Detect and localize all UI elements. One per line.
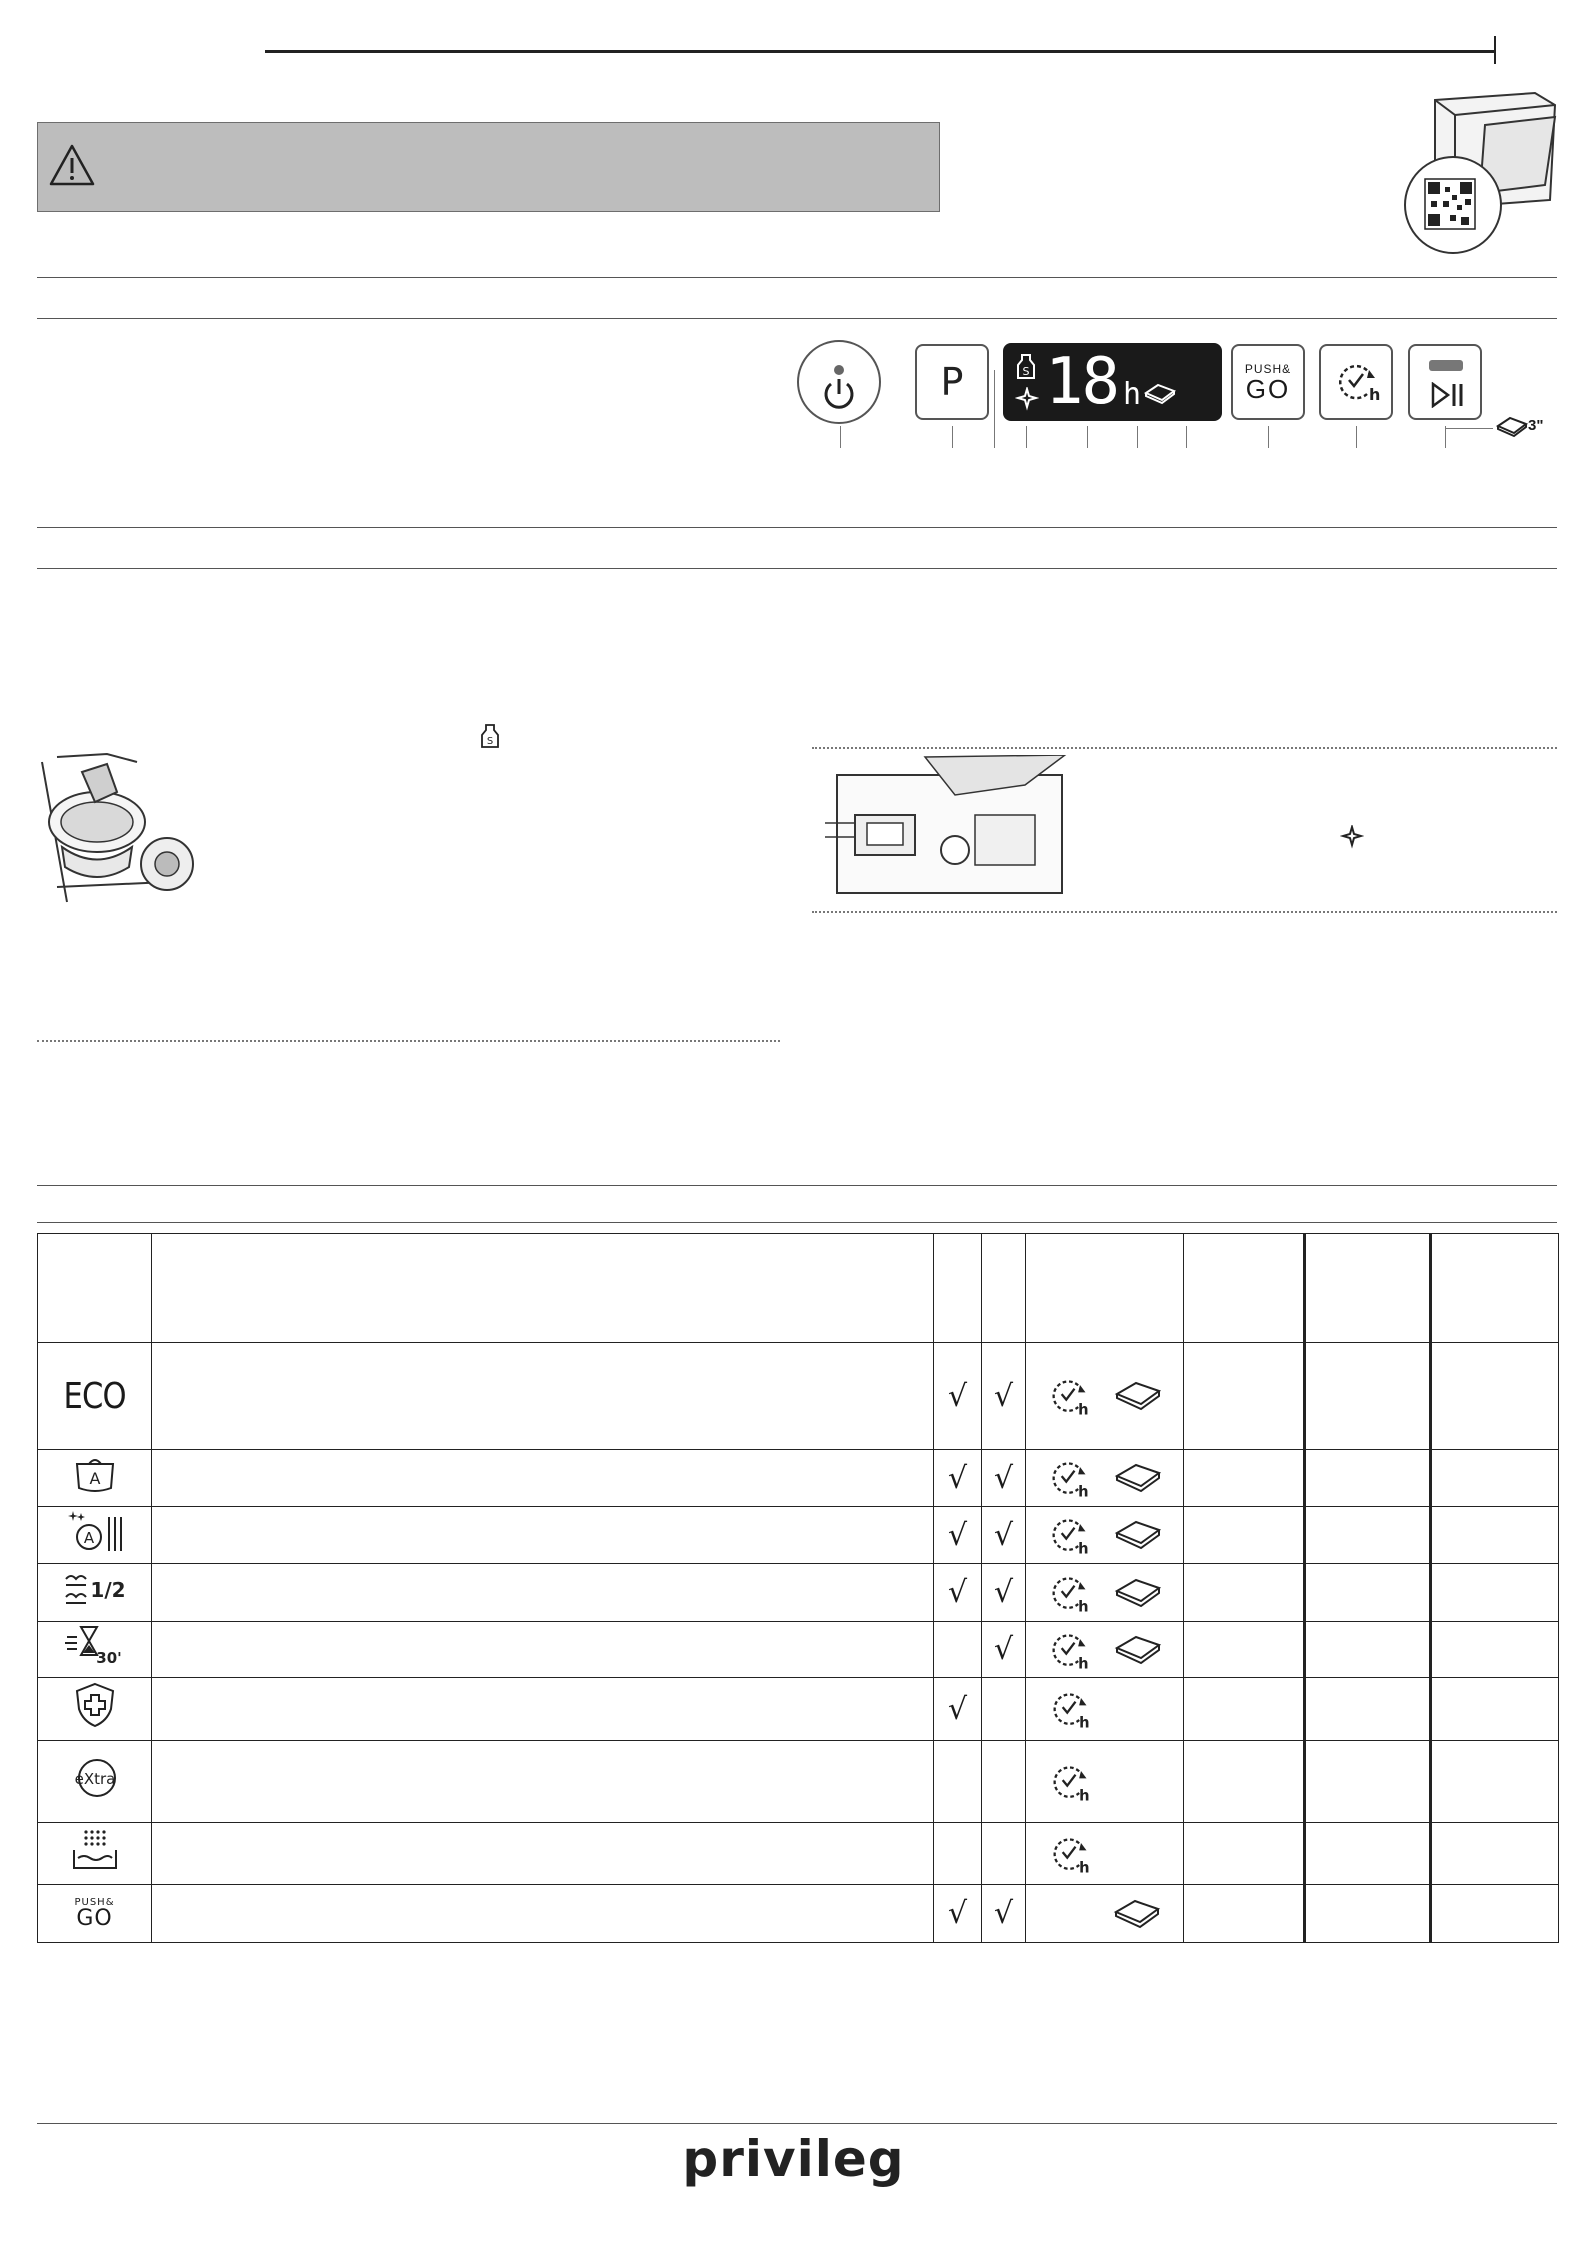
check-cell — [982, 1678, 1026, 1741]
data-cell — [1431, 1450, 1559, 1507]
tablet-callout-line — [1445, 428, 1493, 429]
callout-line-1 — [840, 426, 841, 448]
callout-line-9 — [1356, 426, 1357, 448]
header-cell — [1026, 1234, 1184, 1343]
top-rule-tick — [1494, 36, 1496, 64]
options-cell — [1026, 1885, 1184, 1943]
data-cell — [1431, 1564, 1559, 1622]
check-cell: √ — [934, 1450, 982, 1507]
program-button[interactable] — [915, 344, 989, 420]
section-rule-4 — [37, 568, 1557, 569]
description-cell — [152, 1450, 934, 1507]
data-cell — [1431, 1678, 1559, 1741]
data-cell — [1184, 1622, 1305, 1678]
svg-text:h: h — [1369, 385, 1381, 404]
svg-text:eXtra: eXtra — [74, 1769, 115, 1788]
salt-container-illustration — [37, 752, 202, 912]
check-cell — [934, 1622, 982, 1678]
tablet-icon — [1143, 379, 1177, 407]
callout-line-4 — [1026, 426, 1027, 448]
rinse-aid-dispenser-illustration — [825, 755, 1070, 903]
svg-text:h: h — [1077, 1540, 1089, 1557]
table-row — [38, 1343, 1559, 1450]
program-icon-cell — [38, 1343, 152, 1450]
description-cell — [152, 1823, 934, 1885]
data-cell — [1431, 1622, 1559, 1678]
description-cell — [152, 1678, 934, 1741]
push-go-icon: PUSH& GO — [74, 1896, 115, 1931]
svg-text:h: h — [1077, 1597, 1089, 1615]
eco-icon: ECO — [63, 1375, 126, 1417]
check-cell: √ — [982, 1507, 1026, 1564]
check-cell: √ — [934, 1343, 982, 1450]
table-row — [38, 1564, 1559, 1622]
program-icon-cell — [38, 1823, 152, 1885]
rinse-aid-icon — [1015, 387, 1039, 413]
description-cell — [152, 1507, 934, 1564]
header-cell — [1431, 1234, 1559, 1343]
program-icon-cell — [38, 1741, 152, 1823]
display-digits: 18 — [1045, 345, 1119, 419]
salt-section-divider — [37, 1040, 780, 1042]
program-icon-cell — [38, 1885, 152, 1943]
delay-clock-icon — [1048, 1832, 1092, 1876]
data-cell — [1184, 1343, 1305, 1450]
tablet-icon — [1495, 413, 1529, 439]
options-cell — [1026, 1741, 1184, 1823]
options-cell — [1026, 1450, 1184, 1507]
status-display — [1003, 343, 1222, 421]
svg-text:A: A — [83, 1529, 94, 1547]
data-cell — [1305, 1823, 1431, 1885]
section-rule-1 — [37, 277, 1557, 278]
data-cell — [1305, 1343, 1431, 1450]
options-cell — [1026, 1678, 1184, 1741]
options-cell — [1026, 1343, 1184, 1450]
delay-clock-icon — [1333, 358, 1381, 406]
data-cell — [1184, 1450, 1305, 1507]
data-cell — [1305, 1450, 1431, 1507]
tablet-hold-time: 3" — [1528, 417, 1544, 434]
header-cell — [1305, 1234, 1431, 1343]
data-cell — [1305, 1622, 1431, 1678]
program-button-label: P — [940, 360, 964, 404]
auto-sparkle-cutlery-icon — [65, 1507, 125, 1555]
program-icon-cell — [38, 1622, 152, 1678]
delay-clock-icon — [1047, 1456, 1091, 1500]
check-cell — [934, 1823, 982, 1885]
table-row — [38, 1507, 1559, 1564]
check-cell — [934, 1741, 982, 1823]
svg-text:h: h — [1077, 1401, 1089, 1418]
table-row — [38, 1741, 1559, 1823]
data-cell — [1305, 1507, 1431, 1564]
power-icon — [799, 342, 879, 422]
data-cell — [1305, 1885, 1431, 1943]
table-row — [38, 1823, 1559, 1885]
data-cell — [1431, 1741, 1559, 1823]
delay-clock-icon — [1047, 1628, 1091, 1672]
delay-clock-icon — [1047, 1571, 1091, 1615]
data-cell — [1184, 1564, 1305, 1622]
check-cell: √ — [934, 1507, 982, 1564]
section-rule-2 — [37, 318, 1557, 319]
play-pause-icon — [1430, 382, 1466, 408]
svg-text:h: h — [1079, 1786, 1090, 1804]
rinse-section-bottom-divider — [812, 911, 1557, 913]
tablet-icon — [1114, 1517, 1162, 1553]
data-cell — [1431, 1343, 1559, 1450]
callout-line-10 — [1445, 426, 1446, 448]
data-cell — [1431, 1823, 1559, 1885]
brand-logo: privileg — [682, 2130, 905, 2188]
display-unit: h — [1123, 377, 1142, 412]
check-cell: √ — [982, 1450, 1026, 1507]
options-cell — [1026, 1823, 1184, 1885]
check-cell: √ — [982, 1622, 1026, 1678]
push-go-top-label: PUSH& — [1244, 362, 1292, 376]
program-icon-cell — [38, 1507, 152, 1564]
delay-clock-icon — [1047, 1374, 1091, 1418]
description-cell — [152, 1564, 934, 1622]
dishwasher-qr-illustration — [1395, 75, 1560, 260]
salt-refill-icon — [1015, 351, 1037, 381]
rinse-aid-icon — [1340, 825, 1364, 851]
header-cell — [934, 1234, 982, 1343]
data-cell — [1305, 1741, 1431, 1823]
svg-text:1/2: 1/2 — [89, 1577, 126, 1602]
options-cell — [1026, 1507, 1184, 1564]
top-rule — [265, 50, 1495, 53]
table-row — [38, 1678, 1559, 1741]
header-cell — [982, 1234, 1026, 1343]
data-cell — [1184, 1885, 1305, 1943]
svg-text:h: h — [1079, 1858, 1090, 1876]
tablet-icon — [1114, 1378, 1162, 1414]
programs-table — [37, 1233, 1559, 1943]
description-cell — [152, 1885, 934, 1943]
table-header-row — [38, 1234, 1559, 1343]
svg-text:S: S — [1022, 365, 1030, 378]
auto-pot-icon — [71, 1452, 119, 1496]
description-cell — [152, 1622, 934, 1678]
check-cell: √ — [982, 1564, 1026, 1622]
hygiene-shield-icon — [73, 1681, 117, 1729]
data-cell — [1184, 1678, 1305, 1741]
push-go-bottom-label: GO — [1245, 374, 1291, 404]
table-row — [38, 1450, 1559, 1507]
power-button[interactable] — [797, 340, 881, 424]
delay-clock-icon — [1048, 1760, 1092, 1804]
data-cell — [1184, 1507, 1305, 1564]
callout-line-7 — [1186, 426, 1187, 448]
data-cell — [1184, 1741, 1305, 1823]
callout-line-2 — [952, 426, 953, 448]
table-row — [38, 1622, 1559, 1678]
callout-line-8 — [1268, 426, 1269, 448]
delay-clock-icon — [1048, 1687, 1092, 1731]
data-cell — [1431, 1885, 1559, 1943]
header-cell — [1184, 1234, 1305, 1343]
description-cell — [152, 1741, 934, 1823]
tablet-icon — [1113, 1896, 1161, 1932]
callout-line-6 — [1137, 426, 1138, 448]
warning-banner — [37, 122, 940, 212]
svg-text:A: A — [89, 1469, 100, 1488]
salt-refill-icon — [480, 722, 500, 750]
check-cell: √ — [934, 1564, 982, 1622]
section-rule-5 — [37, 1185, 1557, 1186]
start-pause-button[interactable] — [1408, 344, 1482, 420]
check-cell — [982, 1741, 1026, 1823]
quick-30-icon — [63, 1623, 127, 1669]
warning-icon — [48, 143, 96, 187]
footer-rule — [37, 2123, 1557, 2124]
svg-text:h: h — [1077, 1654, 1089, 1672]
svg-text:30': 30' — [95, 1648, 122, 1667]
svg-text:h: h — [1079, 1714, 1090, 1731]
program-icon-cell — [38, 1450, 152, 1507]
tablet-icon — [1114, 1460, 1162, 1496]
data-cell — [1305, 1564, 1431, 1622]
start-indicator-light — [1429, 360, 1463, 371]
description-cell — [152, 1343, 934, 1450]
program-icon-cell — [38, 1564, 152, 1622]
half-load-icon — [62, 1567, 128, 1611]
check-cell — [982, 1823, 1026, 1885]
program-icon-cell — [38, 1678, 152, 1741]
delay-start-button[interactable] — [1319, 344, 1393, 420]
rinse-section-top-divider — [812, 747, 1557, 749]
svg-text:h: h — [1077, 1483, 1089, 1500]
section-rule-3 — [37, 527, 1557, 528]
header-cell — [152, 1234, 934, 1343]
tablet-icon — [1114, 1632, 1162, 1668]
callout-line-5 — [1087, 426, 1088, 448]
table-row — [38, 1885, 1559, 1943]
data-cell — [1431, 1507, 1559, 1564]
data-cell — [1184, 1823, 1305, 1885]
check-cell: √ — [934, 1678, 982, 1741]
check-cell: √ — [982, 1343, 1026, 1450]
callout-line-3 — [994, 370, 995, 448]
prewash-icon — [70, 1826, 120, 1874]
section-rule-6 — [37, 1222, 1557, 1223]
header-cell — [38, 1234, 152, 1343]
data-cell — [1305, 1678, 1431, 1741]
options-cell — [1026, 1564, 1184, 1622]
options-cell — [1026, 1622, 1184, 1678]
tablet-icon — [1114, 1575, 1162, 1611]
delay-clock-icon — [1047, 1513, 1091, 1557]
extra-icon — [67, 1756, 123, 1800]
push-and-go-button[interactable] — [1231, 344, 1305, 420]
check-cell: √ — [934, 1885, 982, 1943]
check-cell: √ — [982, 1885, 1026, 1943]
svg-text:S: S — [486, 736, 494, 747]
